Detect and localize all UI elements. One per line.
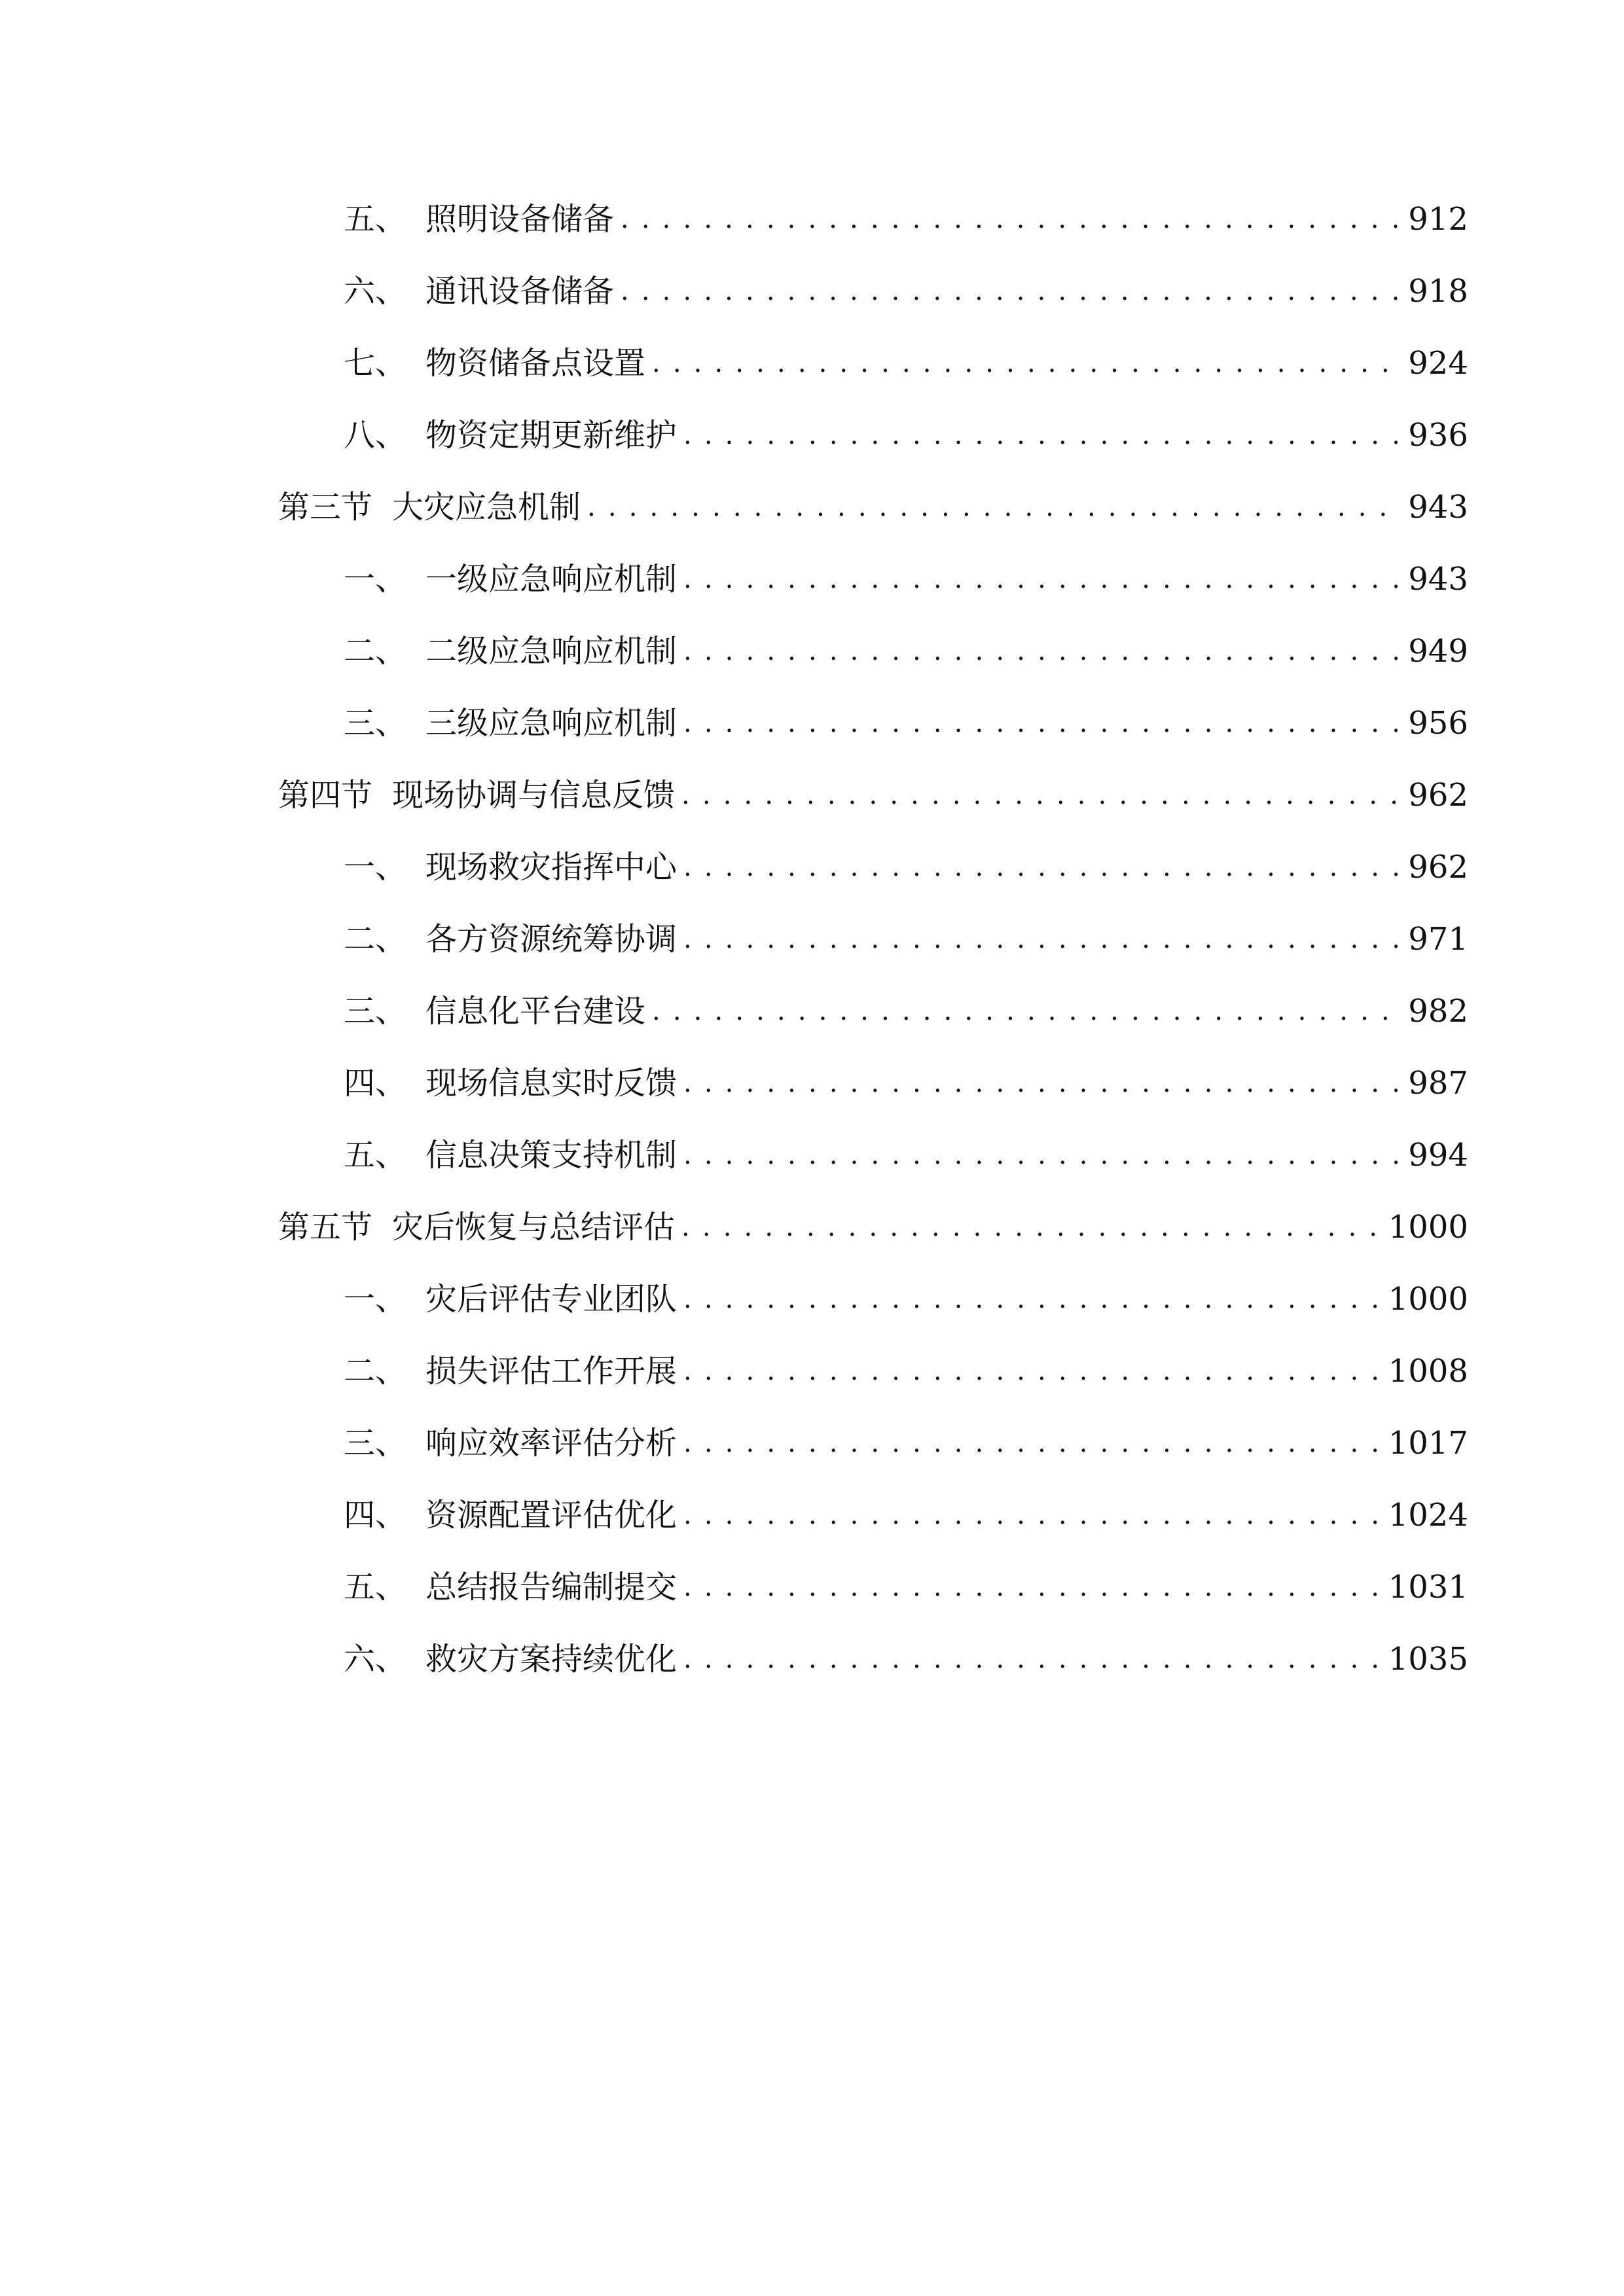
toc-entry-number: 五、 xyxy=(344,1137,407,1174)
toc-entry[interactable] xyxy=(344,1561,1468,1613)
toc-entry-title: 各方资源统筹协调 xyxy=(425,921,677,958)
toc-entry[interactable] xyxy=(344,409,1468,461)
toc-entry-page: 994 xyxy=(1408,1137,1468,1174)
dot-leader xyxy=(683,409,1400,461)
toc-entry-number: 六、 xyxy=(344,273,407,310)
dot-leader xyxy=(683,1561,1380,1613)
toc-entry-page: 1008 xyxy=(1388,1353,1468,1390)
toc-entry-page: 936 xyxy=(1408,417,1468,454)
toc-entry-title: 总结报告编制提交 xyxy=(425,1569,677,1605)
toc-entry-page: 918 xyxy=(1408,273,1468,310)
dot-leader xyxy=(683,1057,1400,1109)
toc-entry-page: 962 xyxy=(1408,849,1468,886)
toc-entry[interactable] xyxy=(344,1129,1468,1181)
toc-entry[interactable] xyxy=(344,1273,1468,1325)
toc-entry-page: 943 xyxy=(1408,489,1468,526)
toc-entry-title: 物资定期更新维护 xyxy=(425,417,677,454)
toc-entry-number: 一、 xyxy=(344,849,407,886)
toc-entry-page: 912 xyxy=(1408,201,1468,238)
toc-section-number: 第三节 xyxy=(278,489,373,526)
toc-entry[interactable] xyxy=(344,337,1468,389)
toc-entry-page: 982 xyxy=(1408,993,1468,1030)
toc-entry-number: 三、 xyxy=(344,705,407,742)
dot-leader xyxy=(683,1273,1380,1325)
toc-entry-number: 二、 xyxy=(344,633,407,670)
toc-entry[interactable] xyxy=(344,841,1468,893)
toc-entry[interactable] xyxy=(344,193,1468,245)
toc-entry-page: 1031 xyxy=(1388,1569,1468,1605)
dot-leader xyxy=(683,1129,1400,1181)
toc-section-number: 第五节 xyxy=(278,1209,373,1246)
toc-entry-page: 962 xyxy=(1408,777,1468,814)
toc-entry-title: 现场救灾指挥中心 xyxy=(425,849,677,886)
toc-section-entry[interactable] xyxy=(278,769,1468,821)
toc-entry-number: 一、 xyxy=(344,1281,407,1318)
toc-entry-title: 信息决策支持机制 xyxy=(425,1137,677,1174)
toc-entry[interactable] xyxy=(344,1417,1468,1469)
toc-entry-page: 1024 xyxy=(1388,1497,1468,1534)
toc-entry-page: 971 xyxy=(1408,921,1468,958)
toc-section-entry[interactable] xyxy=(278,1201,1468,1253)
dot-leader xyxy=(683,1489,1380,1541)
dot-leader xyxy=(621,193,1400,245)
toc-entry-title: 救灾方案持续优化 xyxy=(425,1641,677,1677)
toc-entry-title: 一级应急响应机制 xyxy=(425,561,677,598)
toc-entry[interactable] xyxy=(344,1489,1468,1541)
toc-entry-number: 三、 xyxy=(344,993,407,1030)
toc-entry[interactable] xyxy=(344,697,1468,749)
toc-entry-title: 物资储备点设置 xyxy=(425,345,646,382)
toc-section-title: 大灾应急机制 xyxy=(392,489,581,526)
toc-entry-title: 资源配置评估优化 xyxy=(425,1497,677,1534)
toc-entry-page: 1000 xyxy=(1388,1281,1468,1318)
toc-section-title: 灾后恢复与总结评估 xyxy=(392,1209,676,1246)
dot-leader xyxy=(587,481,1400,533)
toc-entry-title: 照明设备储备 xyxy=(425,201,615,238)
toc-entry-page: 943 xyxy=(1408,561,1468,598)
toc-entry-number: 一、 xyxy=(344,561,407,598)
toc-entry-page: 949 xyxy=(1408,633,1468,670)
toc-entry-page: 1017 xyxy=(1388,1425,1468,1462)
dot-leader xyxy=(683,625,1400,677)
toc-entry-number: 四、 xyxy=(344,1497,407,1534)
dot-leader xyxy=(683,841,1400,893)
toc-entry[interactable] xyxy=(344,985,1468,1037)
toc-entry-title: 现场信息实时反馈 xyxy=(425,1065,677,1102)
toc-entry[interactable] xyxy=(344,625,1468,677)
toc-section-entry[interactable] xyxy=(278,481,1468,533)
toc-entry-page: 987 xyxy=(1408,1065,1468,1102)
toc-entry-page: 924 xyxy=(1408,345,1468,382)
toc-entry-number: 七、 xyxy=(344,345,407,382)
toc-entry-number: 八、 xyxy=(344,417,407,454)
dot-leader xyxy=(681,769,1400,821)
toc-entry[interactable] xyxy=(344,265,1468,317)
toc-entry-page: 956 xyxy=(1408,705,1468,742)
toc-entry-title: 三级应急响应机制 xyxy=(425,705,677,742)
toc-entry[interactable] xyxy=(344,1057,1468,1109)
dot-leader xyxy=(683,1345,1380,1397)
dot-leader xyxy=(621,265,1400,317)
toc-entry-number: 二、 xyxy=(344,921,407,958)
toc-section-title: 现场协调与信息反馈 xyxy=(392,777,676,814)
toc-section-number: 第四节 xyxy=(278,777,373,814)
dot-leader xyxy=(683,1633,1380,1685)
toc-entry-title: 灾后评估专业团队 xyxy=(425,1281,677,1318)
toc-entry-page: 1000 xyxy=(1388,1209,1468,1246)
toc-entry-title: 通讯设备储备 xyxy=(425,273,615,310)
toc-entry-number: 三、 xyxy=(344,1425,407,1462)
toc-entry-title: 损失评估工作开展 xyxy=(425,1353,677,1390)
dot-leader xyxy=(681,1201,1380,1253)
toc-entry-title: 二级应急响应机制 xyxy=(425,633,677,670)
toc-entry[interactable] xyxy=(344,553,1468,605)
toc-entry[interactable] xyxy=(344,1633,1468,1685)
toc-entry[interactable] xyxy=(344,913,1468,965)
dot-leader xyxy=(683,1417,1380,1469)
dot-leader xyxy=(683,553,1400,605)
dot-leader xyxy=(652,985,1400,1037)
dot-leader xyxy=(683,697,1400,749)
dot-leader xyxy=(683,913,1400,965)
toc-entry[interactable] xyxy=(344,1345,1468,1397)
toc-entry-title: 信息化平台建设 xyxy=(425,993,646,1030)
dot-leader xyxy=(652,337,1400,389)
toc-entry-number: 五、 xyxy=(344,201,407,238)
toc-entry-number: 四、 xyxy=(344,1065,407,1102)
toc-entry-page: 1035 xyxy=(1388,1641,1468,1677)
toc-entry-number: 五、 xyxy=(344,1569,407,1605)
toc-entry-number: 六、 xyxy=(344,1641,407,1677)
toc-entry-number: 二、 xyxy=(344,1353,407,1390)
toc-entry-title: 响应效率评估分析 xyxy=(425,1425,677,1462)
